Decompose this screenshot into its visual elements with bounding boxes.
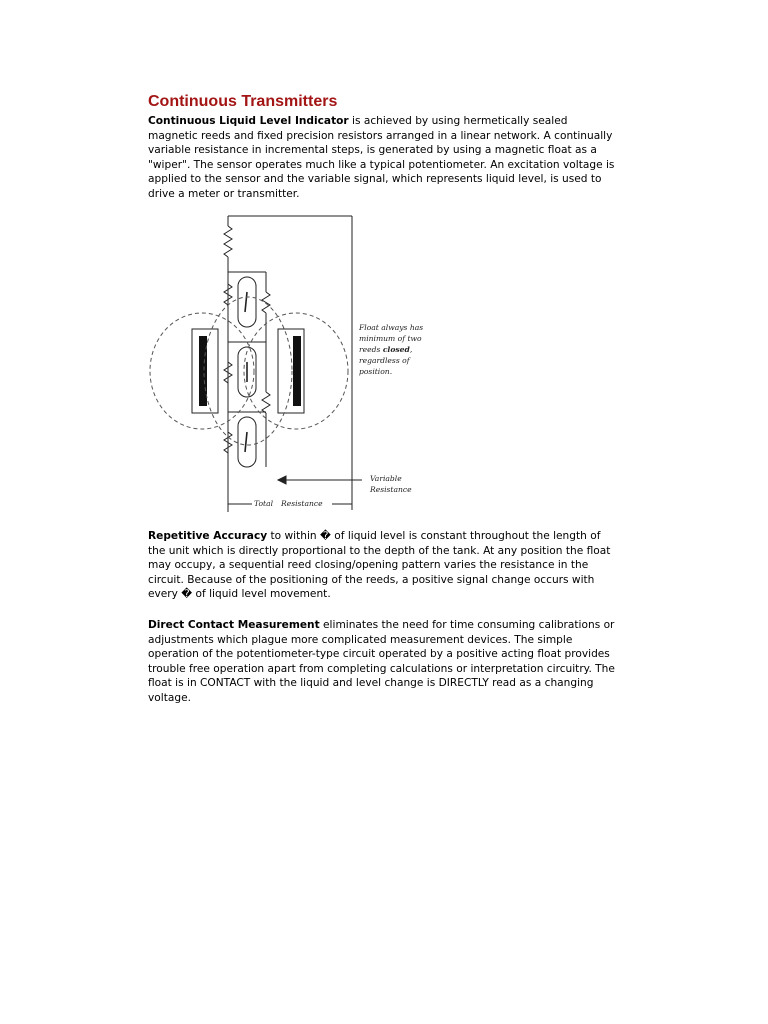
float-note-line-1: Float always has (359, 323, 424, 332)
intro-lead: Continuous Liquid Level Indicator (148, 115, 349, 127)
reed-switch-1 (238, 277, 256, 327)
reed-switch-3 (238, 417, 256, 467)
direct-text: eliminates the need for time consuming calibrations or adjustments which plague more complicated measurement devices. The simple operation of the potentiometer-type circuit operated by a positive acting float provides trouble free operation apart from completing calculations or interpretation circuitry. The float is in CONTACT with the liquid and level change is DIRECTLY read as a changing voltage. (148, 619, 615, 704)
resistor-right-1 (262, 292, 270, 313)
diagram-svg (148, 212, 428, 517)
page-title: Continuous Transmitters (148, 93, 338, 110)
float-note (358, 323, 423, 376)
float-note-reeds: reeds (359, 345, 381, 354)
float-note-line-4: regardless of (359, 356, 410, 365)
intro-paragraph (148, 114, 620, 202)
content-section (148, 92, 620, 202)
intro-text: is achieved by using hermetically sealed magnetic reeds and fixed precision resistors arranged in a linear network. A continually variable resistance in incremental steps, is generated by using a magnetic float as a "wiper". The sensor operates much like a typical potentiometer. An excitation voltage is applied to the sensor and the variable signal, which represents liquid level, is used to drive a meter or transmitter. (148, 115, 615, 200)
resistor-right-2 (262, 392, 270, 413)
variable-label-2: Resistance (370, 485, 412, 494)
accuracy-text: to within � of liquid level is constant throughout the length of the unit which is directly proportional to the depth of the tank. At any position the float may occupy, a sequential reed closing/opening pattern varies the resistance in the circuit. Because of the positioning of the reeds, a positive signal change occurs with every � of liquid level movement. (148, 530, 611, 601)
resistor-top (224, 226, 232, 257)
float-note-line-5: position. (359, 367, 393, 376)
accuracy-lead: Repetitive Accuracy (148, 530, 268, 542)
reed-sensor-diagram (148, 212, 428, 517)
float-note-line-2: minimum of two (359, 334, 422, 343)
float-note-line-3 (359, 345, 412, 354)
variable-label-1: Variable (370, 474, 402, 483)
direct-paragraph (148, 618, 620, 706)
direct-lead: Direct Contact Measurement (148, 619, 320, 631)
total-label-2: Resistance (281, 499, 323, 508)
float-note-closed: closed (382, 345, 410, 354)
accuracy-paragraph (148, 529, 620, 602)
float-note-comma: , (409, 345, 413, 354)
total-label-1: Total (254, 499, 274, 508)
